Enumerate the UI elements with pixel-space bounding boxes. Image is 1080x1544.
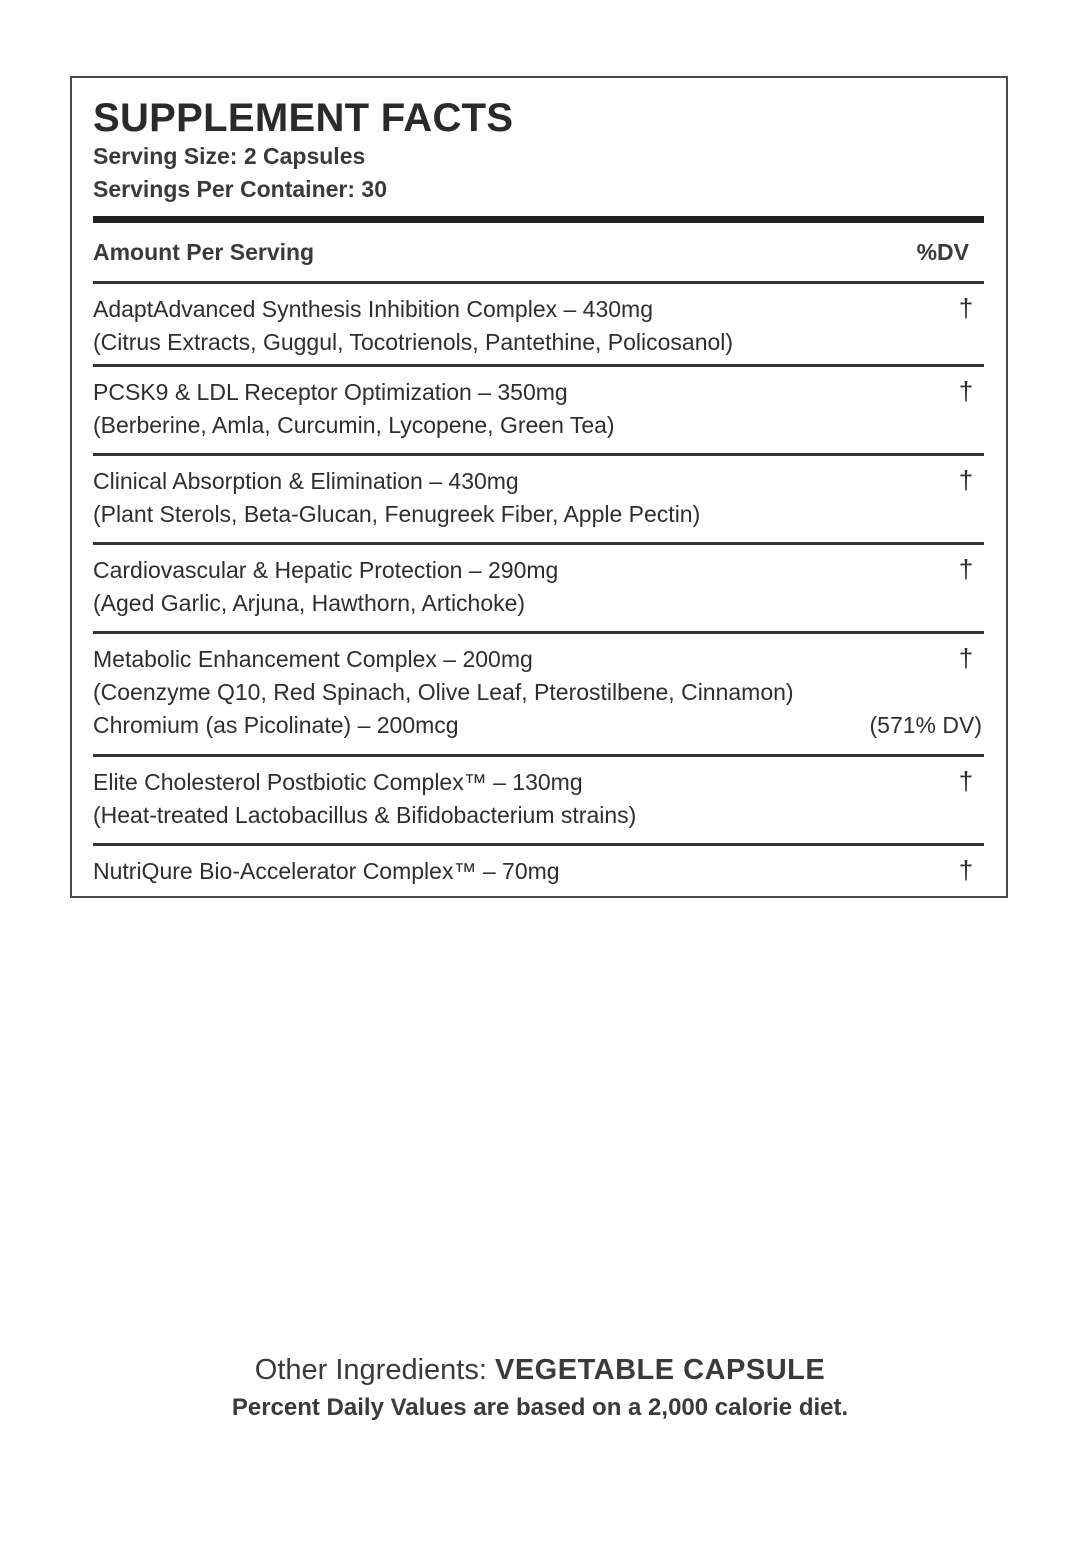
other-ingredients-label: Other Ingredients: [254,1354,487,1386]
chromium-line: Chromium (as Picolinate) – 200mcg [93,712,459,738]
table-header [93,223,984,281]
chromium-dv: (571% DV) [869,712,982,738]
dv-header: %DV [916,238,969,265]
footer [0,1350,1080,1426]
panel-title: SUPPLEMENT FACTS [93,96,514,140]
servings-per-container: Servings Per Container: 30 [93,176,387,202]
dagger-marker: † [958,855,974,885]
ingredient-detail: (Berberine, Amla, Curcumin, Lycopene, Green Tea) [93,412,615,438]
ingredient-name: Metabolic Enhancement Complex – 200mg [93,646,533,672]
supplement-facts-panel [70,76,1008,898]
ingredient-name: Elite Cholesterol Postbiotic Complex™ – 130mg [93,769,583,795]
dagger-marker: † [958,293,974,323]
other-ingredients-value: VEGETABLE CAPSULE [494,1354,826,1386]
ingredient-row [93,284,984,364]
amount-per-serving-label: Amount Per Serving [93,238,315,265]
ingredient-name: NutriQure Bio-Accelerator Complex™ – 70mg [93,858,560,884]
thick-divider [93,216,984,223]
dagger-marker: † [958,465,974,495]
ingredient-name: Cardiovascular & Hepatic Protection – 290mg [93,557,559,583]
ingredient-detail: (Plant Sterols, Beta-Glucan, Fenugreek Fiber, Apple Pectin) [93,501,701,527]
ingredient-detail: (Citrus Extracts, Guggul, Tocotrienols, Pantethine, Policosanol) [93,329,734,355]
ingredient-row [93,367,984,453]
other-ingredients [0,1350,1080,1390]
daily-value-note: Percent Daily Values are based on a 2,000 calorie diet. [231,1394,849,1421]
ingredient-detail: (Heat-treated Lactobacillus & Bifidobacterium strains) [93,802,637,828]
ingredient-row [93,545,984,631]
dagger-marker: † [958,554,974,584]
ingredient-row [93,757,984,843]
ingredient-row [93,456,984,542]
ingredient-name: Clinical Absorption & Elimination – 430mg [93,468,519,494]
ingredient-row [93,634,984,754]
ingredient-detail: (Coenzyme Q10, Red Spinach, Olive Leaf, Pterostilbene, Cinnamon) [93,679,794,705]
ingredient-detail: (Aged Garlic, Arjuna, Hawthorn, Artichoke) [93,590,526,616]
ingredient-name: AdaptAdvanced Synthesis Inhibition Complex – 430mg [93,296,654,322]
ingredient-row [93,846,984,902]
dagger-marker: † [958,766,974,796]
serving-size: Serving Size: 2 Capsules [93,143,366,169]
dagger-marker: † [958,643,974,673]
dagger-marker: † [958,376,974,406]
ingredient-name: PCSK9 & LDL Receptor Optimization – 350mg [93,379,568,405]
